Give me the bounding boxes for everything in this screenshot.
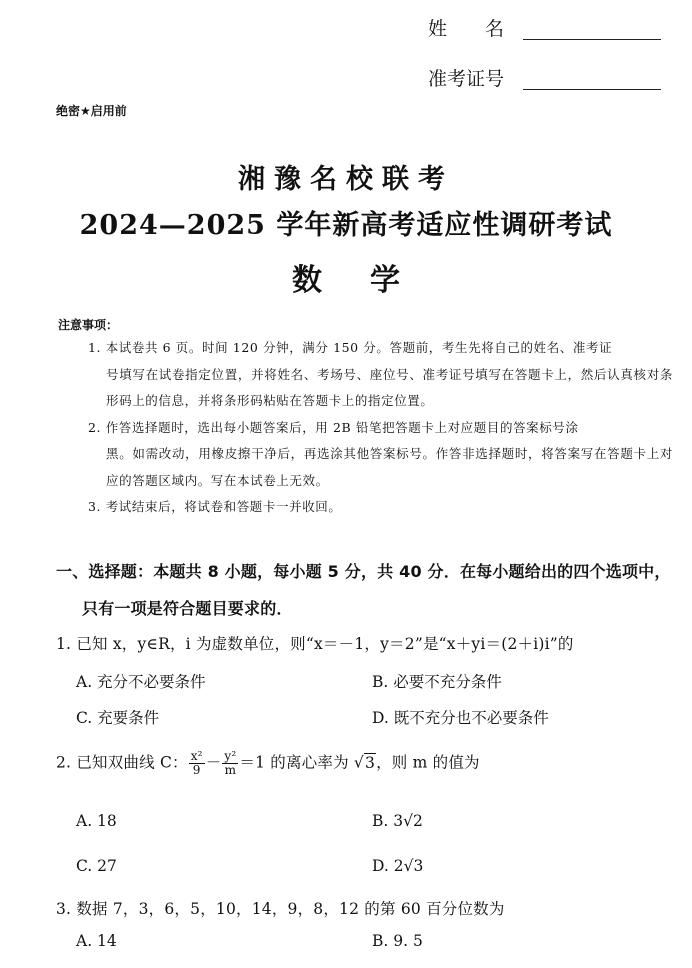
notice-item bbox=[88, 415, 673, 495]
fraction-numerator: x² bbox=[190, 749, 203, 763]
notice-list bbox=[88, 335, 673, 521]
exam-title: 2024—2025 学年新高考适应性调研考试 bbox=[79, 210, 613, 241]
question-2-option-b[interactable]: B. 3√2 bbox=[372, 812, 423, 830]
notice-title: 注意事项： bbox=[58, 318, 119, 332]
fraction-numerator: y² bbox=[224, 749, 237, 763]
exam-union-title: 湘豫名校联考 bbox=[238, 164, 454, 195]
notice-item-first-line: 2. 作答选择题时，选出每小题答案后，用 2B 铅笔把答题卡上对应题目的答案标号涂 bbox=[88, 419, 579, 435]
notice-item-continuation: 号填写在试卷指定位置，并将姓名、考场号、座位号、准考证号填写在答题卡上，然后认真核对条形码上的信息，并将条形码粘贴在答题卡上的指定位置。 bbox=[106, 366, 673, 408]
notice-item bbox=[88, 335, 673, 415]
question-3-option-b[interactable]: B. 9. 5 bbox=[372, 932, 423, 950]
exam-number-label: 准考证号 bbox=[428, 68, 505, 90]
question-3-stem: 3. 数据 7，3，6，5，10，14，9，8，12 的第 60 百分位数为 bbox=[56, 900, 505, 918]
confidential-mark: 绝密★启用前 bbox=[56, 104, 127, 118]
notice-item-first-line: 3. 考试结束后，将试卷和答题卡一并收回。 bbox=[88, 499, 342, 514]
question-2-mid: ＝1 的离心率为 bbox=[239, 753, 354, 772]
question-1-option-c[interactable]: C. 充要条件 bbox=[76, 709, 160, 727]
sqrt-symbol: √ bbox=[353, 753, 364, 772]
question-1-option-b[interactable]: B. 必要不充分条件 bbox=[372, 673, 502, 691]
question-2-option-d[interactable]: D. 2√3 bbox=[372, 857, 424, 875]
minus-sign: － bbox=[205, 753, 222, 772]
question-3-option-a[interactable]: A. 14 bbox=[76, 932, 117, 950]
notice-item-continuation: 黑。如需改动，用橡皮擦干净后，再选涂其他答案标号。作答非选择题时，将答案写在答题卡上对应的答题区域内。写在本试卷上无效。 bbox=[106, 446, 673, 488]
question-1-stem: 1. 已知 x，y∈R，i 为虚数单位，则“x＝－1，y＝2”是“x＋yi＝(2＋i)i”的 bbox=[56, 635, 574, 653]
question-2-prefix: 2. 已知双曲线 C： bbox=[56, 753, 188, 772]
question-1-option-a[interactable]: A. 充分不必要条件 bbox=[76, 673, 206, 691]
sqrt-radicand: 3 bbox=[365, 753, 376, 772]
question-2-option-c[interactable]: C. 27 bbox=[76, 857, 117, 875]
question-1-option-d[interactable]: D. 既不充分也不必要条件 bbox=[372, 709, 549, 727]
notice-item-first-line: 1. 本试卷共 6 页。时间 120 分钟，满分 150 分。答题前，考生先将自己的姓名、准考证 bbox=[88, 340, 613, 355]
question-2-stem bbox=[56, 750, 480, 777]
fraction-denominator: 9 bbox=[192, 763, 201, 777]
fraction-denominator: m bbox=[224, 763, 237, 777]
exam-number-field[interactable] bbox=[523, 69, 661, 90]
fraction-y-over-m bbox=[222, 750, 238, 777]
notice-item bbox=[88, 494, 673, 521]
question-2-option-a[interactable]: A. 18 bbox=[76, 812, 117, 830]
question-2-suffix: ，则 m 的值为 bbox=[376, 753, 480, 772]
subject-title: 数学 bbox=[292, 263, 448, 298]
section-heading: 一、选择题：本题共 8 小题，每小题 5 分，共 40 分．在每小题给出的四个选项中， bbox=[56, 562, 671, 581]
name-label: 姓 名 bbox=[428, 18, 505, 40]
section-heading-cont: 只有一项是符合题目要求的． bbox=[82, 599, 293, 618]
fraction-x-over-9 bbox=[189, 750, 205, 777]
name-field[interactable] bbox=[523, 19, 661, 40]
